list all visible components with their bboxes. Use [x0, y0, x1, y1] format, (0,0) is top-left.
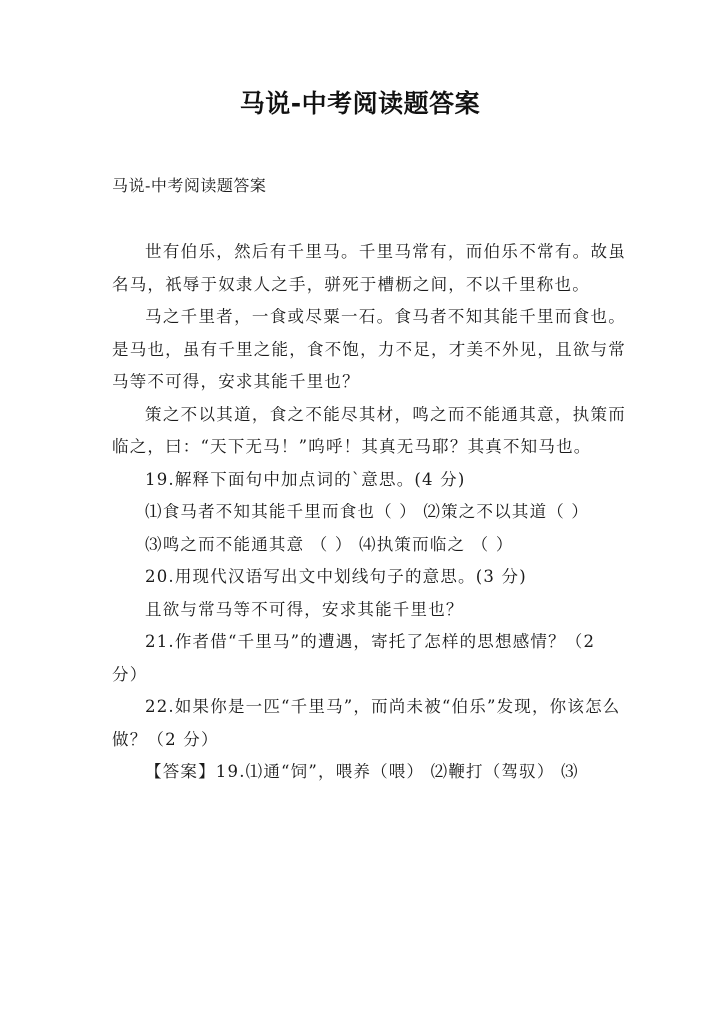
answer-line: 【答案】19.⑴通“饲”，喂养（喂） ⑵鞭打（驾驭） ⑶ [145, 762, 579, 781]
question-20: 20.用现代汉语写出文中划线句子的意思。(3 分) [145, 567, 527, 586]
question-19: 19.解释下面句中加点词的`意思。(4 分) [145, 469, 466, 489]
paragraph-3: 策之不以其道，食之不能尽其材，鸣之而不能通其意，执策而临之，曰：“天下无马！”呜呼！其真无马耶？其真不知马也。 [112, 404, 626, 456]
question-21: 21.作者借“千里马”的遭遇，寄托了怎样的思想感情？（2 分） [112, 632, 596, 684]
document-body [112, 236, 644, 789]
question-19-items-a: ⑴食马者不知其能千里而食也（ ） ⑵策之不以其道（ ） [145, 502, 590, 521]
question-22: 22.如果你是一匹“千里马”，而尚未被“伯乐”发现，你该怎么做？（2 分） [112, 697, 621, 749]
question-20-sentence: 且欲与常马等不可得，安求其能千里也？ [145, 599, 464, 619]
document-title: 马说-中考阅读题答案 [239, 89, 481, 118]
paragraph-1: 世有伯乐，然后有千里马。千里马常有，而伯乐不常有。故虽 名马，祇辱于奴隶人之手，骈死于槽枥之间，不以千里称也。 [112, 242, 644, 294]
document-subtitle: 马说-中考阅读题答案 [112, 176, 267, 195]
question-19-items-b: ⑶鸣之而不能通其意 （ ） ⑷执策而临之 （ ） [145, 534, 514, 554]
paragraph-2: 马之千里者，一食或尽粟一石。食马者不知其能千里而食也。是马也，虽有千里之能，食不饱，力不足，才美不外见，且欲与常马等不可得，安求其能千里也？ [112, 307, 626, 391]
